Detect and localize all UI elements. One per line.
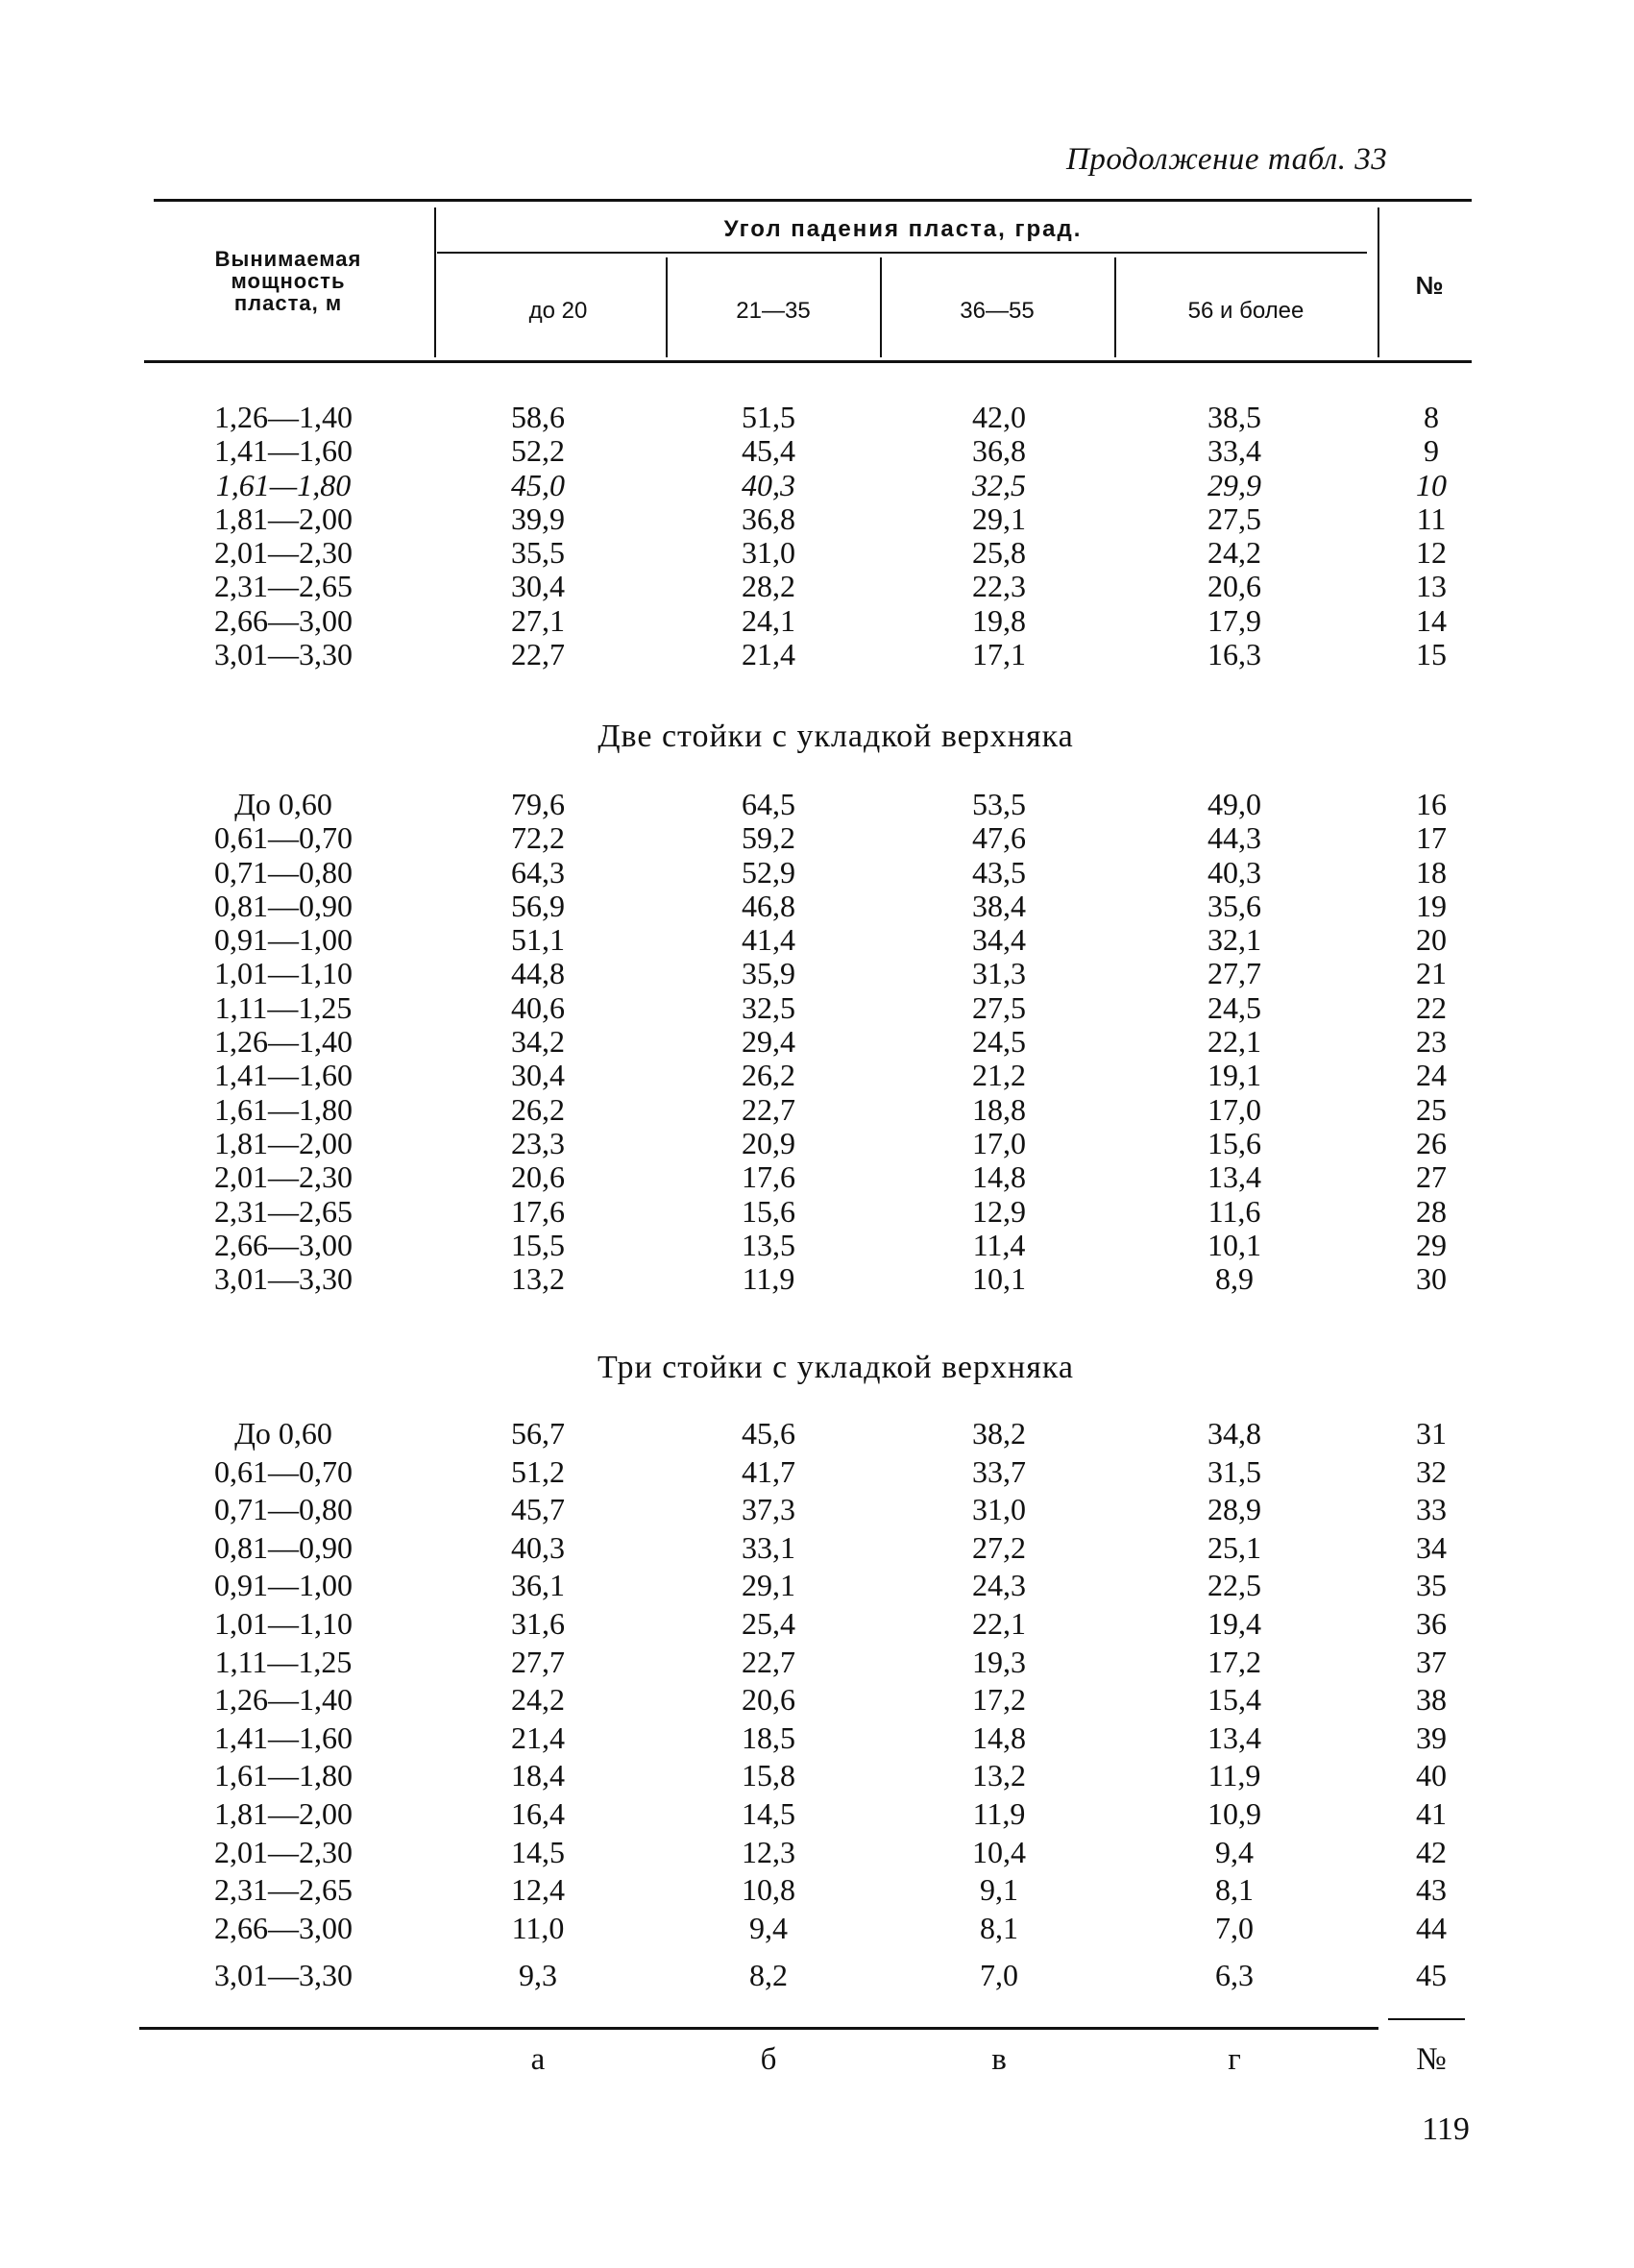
row-thickness: 2,66—3,00 bbox=[214, 1228, 353, 1262]
row-value-v: 19,8 bbox=[972, 603, 1026, 638]
row-value-b: 29,1 bbox=[742, 1568, 795, 1602]
table-row bbox=[0, 1159, 1634, 1194]
row-thickness: 1,41—1,60 bbox=[214, 1720, 353, 1755]
row-value-a: 35,5 bbox=[511, 535, 565, 570]
row-value-b: 35,9 bbox=[742, 956, 795, 990]
row-value-g: 15,6 bbox=[1207, 1126, 1261, 1160]
row-value-v: 33,7 bbox=[972, 1454, 1026, 1489]
row-value-b: 17,6 bbox=[742, 1159, 795, 1194]
row-thickness: 3,01—3,30 bbox=[214, 1958, 353, 1992]
row-number: 27 bbox=[1416, 1159, 1447, 1194]
angle-group-header: Угол падения пласта, град. bbox=[723, 216, 1083, 242]
row-value-b: 41,7 bbox=[742, 1454, 795, 1489]
table-row bbox=[0, 1092, 1634, 1127]
row-value-v: 22,3 bbox=[972, 569, 1026, 603]
row-number: 33 bbox=[1416, 1492, 1447, 1526]
row-number: 12 bbox=[1416, 535, 1447, 570]
row-value-g: 27,7 bbox=[1207, 956, 1261, 990]
row-value-v: 31,3 bbox=[972, 956, 1026, 990]
row-thickness: 1,01—1,10 bbox=[214, 1606, 353, 1641]
row-value-v: 38,2 bbox=[972, 1416, 1026, 1451]
row-value-v: 13,2 bbox=[972, 1758, 1026, 1792]
row-value-g: 17,0 bbox=[1207, 1092, 1261, 1127]
thickness-header-line-3: пласта, м bbox=[233, 291, 343, 315]
row-thickness: 2,01—2,30 bbox=[214, 1159, 353, 1194]
row-value-b: 33,1 bbox=[742, 1530, 795, 1565]
row-value-v: 17,2 bbox=[972, 1682, 1026, 1717]
row-value-b: 31,0 bbox=[742, 535, 795, 570]
row-value-a: 24,2 bbox=[511, 1682, 565, 1717]
table-row bbox=[0, 1454, 1634, 1489]
row-value-a: 40,6 bbox=[511, 990, 565, 1025]
row-value-v: 17,1 bbox=[972, 637, 1026, 671]
row-value-a: 44,8 bbox=[511, 956, 565, 990]
row-thickness: 1,26—1,40 bbox=[214, 400, 353, 434]
row-value-v: 21,2 bbox=[972, 1058, 1026, 1092]
row-value-b: 11,9 bbox=[742, 1261, 795, 1296]
row-value-b: 32,5 bbox=[742, 990, 795, 1025]
row-number: 41 bbox=[1416, 1796, 1447, 1831]
row-number: 17 bbox=[1416, 820, 1447, 855]
row-number: 24 bbox=[1416, 1058, 1447, 1092]
row-value-v: 31,0 bbox=[972, 1492, 1026, 1526]
row-value-v: 24,5 bbox=[972, 1024, 1026, 1059]
row-value-v: 53,5 bbox=[972, 787, 1026, 821]
row-value-v: 47,6 bbox=[972, 820, 1026, 855]
row-value-b: 64,5 bbox=[742, 787, 795, 821]
row-value-b: 29,4 bbox=[742, 1024, 795, 1059]
row-value-g: 35,6 bbox=[1207, 889, 1261, 923]
table-row bbox=[0, 535, 1634, 570]
row-number: 10 bbox=[1416, 468, 1447, 502]
row-value-b: 28,2 bbox=[742, 569, 795, 603]
row-thickness: 2,66—3,00 bbox=[214, 1911, 353, 1945]
row-value-b: 9,4 bbox=[749, 1911, 788, 1945]
row-number: 11 bbox=[1416, 501, 1447, 536]
row-value-b: 25,4 bbox=[742, 1606, 795, 1641]
row-value-a: 52,2 bbox=[511, 433, 565, 468]
thickness-header-line-2: мощность bbox=[231, 269, 346, 293]
row-thickness: 1,41—1,60 bbox=[214, 1058, 353, 1092]
table-row bbox=[0, 501, 1634, 536]
table-row bbox=[0, 1261, 1634, 1296]
row-value-v: 27,2 bbox=[972, 1530, 1026, 1565]
row-thickness: 1,81—2,00 bbox=[214, 501, 353, 536]
thickness-header-line-1: Вынимаемая bbox=[214, 247, 362, 271]
row-value-g: 17,9 bbox=[1207, 603, 1261, 638]
row-value-v: 10,4 bbox=[972, 1835, 1026, 1869]
row-number: 16 bbox=[1416, 787, 1447, 821]
table-row bbox=[0, 1958, 1634, 1992]
table-row bbox=[0, 1796, 1634, 1831]
table-row bbox=[0, 468, 1634, 502]
table-row bbox=[0, 569, 1634, 603]
row-value-a: 40,3 bbox=[511, 1530, 565, 1565]
row-value-g: 19,1 bbox=[1207, 1058, 1261, 1092]
row-value-v: 25,8 bbox=[972, 535, 1026, 570]
row-value-b: 20,9 bbox=[742, 1126, 795, 1160]
number-column-bottom-rule bbox=[1388, 2018, 1465, 2020]
row-thickness: 1,26—1,40 bbox=[214, 1024, 353, 1059]
row-value-a: 39,9 bbox=[511, 501, 565, 536]
row-value-a: 13,2 bbox=[511, 1261, 565, 1296]
row-thickness: 2,01—2,30 bbox=[214, 1835, 353, 1869]
row-number: 21 bbox=[1416, 956, 1447, 990]
row-value-g: 6,3 bbox=[1215, 1958, 1254, 1992]
row-number: 28 bbox=[1416, 1194, 1447, 1229]
row-value-a: 27,7 bbox=[511, 1645, 565, 1679]
table-row bbox=[0, 1530, 1634, 1565]
table-row bbox=[0, 400, 1634, 434]
table-row bbox=[0, 637, 1634, 671]
table-row bbox=[0, 855, 1634, 890]
table-row bbox=[0, 603, 1634, 638]
row-number: 32 bbox=[1416, 1454, 1447, 1489]
row-value-v: 43,5 bbox=[972, 855, 1026, 890]
row-number: 40 bbox=[1416, 1758, 1447, 1792]
footer-label-g: г bbox=[1228, 2042, 1241, 2077]
number-header: № bbox=[1415, 271, 1444, 300]
row-value-v: 22,1 bbox=[972, 1606, 1026, 1641]
row-value-b: 15,6 bbox=[742, 1194, 795, 1229]
row-value-b: 45,4 bbox=[742, 433, 795, 468]
row-thickness: До 0,60 bbox=[234, 787, 332, 821]
footer-label-a: а bbox=[530, 2042, 546, 2077]
row-value-a: 51,1 bbox=[511, 922, 565, 957]
row-value-a: 22,7 bbox=[511, 637, 565, 671]
row-thickness: 2,31—2,65 bbox=[214, 1194, 353, 1229]
table-row bbox=[0, 820, 1634, 855]
row-value-g: 16,3 bbox=[1207, 637, 1261, 671]
row-value-b: 15,8 bbox=[742, 1758, 795, 1792]
row-value-g: 38,5 bbox=[1207, 400, 1261, 434]
footer-label-b: б bbox=[760, 2042, 777, 2077]
row-value-a: 45,0 bbox=[511, 468, 565, 502]
row-value-v: 14,8 bbox=[972, 1720, 1026, 1755]
row-number: 29 bbox=[1416, 1228, 1447, 1262]
row-value-b: 46,8 bbox=[742, 889, 795, 923]
row-value-a: 36,1 bbox=[511, 1568, 565, 1602]
table-row bbox=[0, 1126, 1634, 1160]
row-value-g: 49,0 bbox=[1207, 787, 1261, 821]
row-value-b: 26,2 bbox=[742, 1058, 795, 1092]
row-value-g: 40,3 bbox=[1207, 855, 1261, 890]
row-thickness: 0,81—0,90 bbox=[214, 889, 353, 923]
table-row bbox=[0, 787, 1634, 821]
row-value-a: 27,1 bbox=[511, 603, 565, 638]
section-title: Две стойки с укладкой верхняка bbox=[598, 719, 1074, 754]
row-value-v: 11,9 bbox=[972, 1796, 1026, 1831]
row-value-v: 12,9 bbox=[972, 1194, 1026, 1229]
row-thickness: 3,01—3,30 bbox=[214, 1261, 353, 1296]
table-row bbox=[0, 1645, 1634, 1679]
row-number: 39 bbox=[1416, 1720, 1447, 1755]
row-value-v: 9,1 bbox=[980, 1872, 1018, 1907]
row-value-g: 8,1 bbox=[1215, 1872, 1254, 1907]
row-value-v: 14,8 bbox=[972, 1159, 1026, 1194]
row-thickness: До 0,60 bbox=[234, 1416, 332, 1451]
row-value-v: 38,4 bbox=[972, 889, 1026, 923]
row-value-a: 26,2 bbox=[511, 1092, 565, 1127]
row-value-v: 34,4 bbox=[972, 922, 1026, 957]
row-value-v: 29,1 bbox=[972, 501, 1026, 536]
table-row bbox=[0, 922, 1634, 957]
row-value-a: 20,6 bbox=[511, 1159, 565, 1194]
row-value-g: 27,5 bbox=[1207, 501, 1261, 536]
row-thickness: 0,61—0,70 bbox=[214, 820, 353, 855]
footer-label-number: № bbox=[1416, 2042, 1447, 2077]
table-row bbox=[0, 1720, 1634, 1755]
row-number: 25 bbox=[1416, 1092, 1447, 1127]
row-value-v: 42,0 bbox=[972, 400, 1026, 434]
row-thickness: 1,26—1,40 bbox=[214, 1682, 353, 1717]
table-row bbox=[0, 1194, 1634, 1229]
row-thickness: 1,81—2,00 bbox=[214, 1126, 353, 1160]
row-value-v: 11,4 bbox=[972, 1228, 1026, 1262]
row-thickness: 1,61—1,80 bbox=[215, 468, 352, 502]
row-number: 31 bbox=[1416, 1416, 1447, 1451]
row-number: 34 bbox=[1416, 1530, 1447, 1565]
row-thickness: 0,61—0,70 bbox=[214, 1454, 353, 1489]
table-bottom-rule bbox=[139, 2027, 1378, 2030]
row-value-b: 37,3 bbox=[742, 1492, 795, 1526]
row-value-g: 8,9 bbox=[1215, 1261, 1254, 1296]
row-number: 14 bbox=[1416, 603, 1447, 638]
row-value-g: 34,8 bbox=[1207, 1416, 1261, 1451]
row-thickness: 1,61—1,80 bbox=[214, 1758, 353, 1792]
row-value-g: 22,5 bbox=[1207, 1568, 1261, 1602]
section-title: Три стойки с укладкой верхняка bbox=[598, 1350, 1074, 1385]
table-row bbox=[0, 1492, 1634, 1526]
row-value-a: 31,6 bbox=[511, 1606, 565, 1641]
row-value-a: 30,4 bbox=[511, 569, 565, 603]
row-value-a: 30,4 bbox=[511, 1058, 565, 1092]
row-value-b: 22,7 bbox=[742, 1645, 795, 1679]
row-thickness: 0,91—1,00 bbox=[214, 922, 353, 957]
row-thickness: 2,66—3,00 bbox=[214, 603, 353, 638]
row-thickness: 1,01—1,10 bbox=[214, 956, 353, 990]
row-number: 35 bbox=[1416, 1568, 1447, 1602]
table-row bbox=[0, 1758, 1634, 1792]
row-value-g: 44,3 bbox=[1207, 820, 1261, 855]
row-thickness: 0,91—1,00 bbox=[214, 1568, 353, 1602]
row-value-b: 52,9 bbox=[742, 855, 795, 890]
row-value-v: 18,8 bbox=[972, 1092, 1026, 1127]
table-row bbox=[0, 1228, 1634, 1262]
footer-label-v: в bbox=[991, 2042, 1007, 2077]
row-number: 43 bbox=[1416, 1872, 1447, 1907]
row-value-b: 21,4 bbox=[742, 637, 795, 671]
row-number: 15 bbox=[1416, 637, 1447, 671]
row-thickness: 0,71—0,80 bbox=[214, 855, 353, 890]
row-value-v: 27,5 bbox=[972, 990, 1026, 1025]
row-thickness: 1,11—1,25 bbox=[214, 1645, 353, 1679]
table-row bbox=[0, 990, 1634, 1025]
row-number: 18 bbox=[1416, 855, 1447, 890]
row-value-b: 41,4 bbox=[742, 922, 795, 957]
row-number: 13 bbox=[1416, 569, 1447, 603]
row-thickness: 1,61—1,80 bbox=[214, 1092, 353, 1127]
row-value-v: 19,3 bbox=[972, 1645, 1026, 1679]
row-value-a: 23,3 bbox=[511, 1126, 565, 1160]
row-value-a: 45,7 bbox=[511, 1492, 565, 1526]
row-value-b: 36,8 bbox=[742, 501, 795, 536]
row-value-g: 22,1 bbox=[1207, 1024, 1261, 1059]
row-thickness: 2,31—2,65 bbox=[214, 1872, 353, 1907]
row-thickness: 2,31—2,65 bbox=[214, 569, 353, 603]
row-value-g: 11,9 bbox=[1207, 1758, 1261, 1792]
table-row bbox=[0, 1872, 1634, 1907]
row-value-a: 79,6 bbox=[511, 787, 565, 821]
row-value-g: 13,4 bbox=[1207, 1159, 1261, 1194]
row-value-a: 14,5 bbox=[511, 1835, 565, 1869]
row-number: 30 bbox=[1416, 1261, 1447, 1296]
row-value-v: 32,5 bbox=[972, 468, 1026, 502]
row-value-a: 34,2 bbox=[511, 1024, 565, 1059]
row-value-g: 24,2 bbox=[1207, 535, 1261, 570]
column-header-v: 36—55 bbox=[960, 298, 1035, 324]
row-value-g: 19,4 bbox=[1207, 1606, 1261, 1641]
row-thickness: 1,41—1,60 bbox=[214, 433, 353, 468]
row-value-b: 14,5 bbox=[742, 1796, 795, 1831]
table-row bbox=[0, 889, 1634, 923]
row-value-a: 11,0 bbox=[511, 1911, 565, 1945]
row-value-v: 24,3 bbox=[972, 1568, 1026, 1602]
row-value-b: 12,3 bbox=[742, 1835, 795, 1869]
row-value-b: 51,5 bbox=[742, 400, 795, 434]
column-header-g: 56 и более bbox=[1187, 298, 1305, 324]
row-value-g: 9,4 bbox=[1215, 1835, 1254, 1869]
row-value-v: 7,0 bbox=[980, 1958, 1018, 1992]
row-value-g: 10,1 bbox=[1207, 1228, 1261, 1262]
row-number: 42 bbox=[1416, 1835, 1447, 1869]
row-value-a: 58,6 bbox=[511, 400, 565, 434]
row-number: 37 bbox=[1416, 1645, 1447, 1679]
table-row bbox=[0, 1024, 1634, 1059]
row-value-b: 40,3 bbox=[742, 468, 795, 502]
table-row bbox=[0, 1416, 1634, 1451]
row-value-b: 20,6 bbox=[742, 1682, 795, 1717]
row-value-g: 29,9 bbox=[1207, 468, 1261, 502]
row-value-g: 20,6 bbox=[1207, 569, 1261, 603]
table-row bbox=[0, 1682, 1634, 1717]
row-value-a: 17,6 bbox=[511, 1194, 565, 1229]
column-header-b: 21—35 bbox=[736, 298, 811, 324]
table-row bbox=[0, 1911, 1634, 1945]
row-number: 36 bbox=[1416, 1606, 1447, 1641]
table-row bbox=[0, 1835, 1634, 1869]
row-value-b: 59,2 bbox=[742, 820, 795, 855]
row-value-g: 7,0 bbox=[1215, 1911, 1254, 1945]
row-value-v: 8,1 bbox=[980, 1911, 1018, 1945]
row-value-b: 18,5 bbox=[742, 1720, 795, 1755]
row-value-a: 15,5 bbox=[511, 1228, 565, 1262]
continuation-label: Продолжение табл. 33 bbox=[1066, 142, 1388, 177]
row-number: 23 bbox=[1416, 1024, 1447, 1059]
column-header-a: до 20 bbox=[528, 298, 588, 324]
table-row bbox=[0, 956, 1634, 990]
row-number: 38 bbox=[1416, 1682, 1447, 1717]
row-value-b: 8,2 bbox=[749, 1958, 788, 1992]
row-value-b: 13,5 bbox=[742, 1228, 795, 1262]
row-thickness: 3,01—3,30 bbox=[214, 637, 353, 671]
row-number: 22 bbox=[1416, 990, 1447, 1025]
row-thickness: 2,01—2,30 bbox=[214, 535, 353, 570]
row-value-a: 18,4 bbox=[511, 1758, 565, 1792]
row-value-v: 17,0 bbox=[972, 1126, 1026, 1160]
row-value-g: 32,1 bbox=[1207, 922, 1261, 957]
page-number: 119 bbox=[1422, 2111, 1470, 2147]
row-value-a: 51,2 bbox=[511, 1454, 565, 1489]
row-value-g: 11,6 bbox=[1207, 1194, 1261, 1229]
row-value-b: 45,6 bbox=[742, 1416, 795, 1451]
row-number: 45 bbox=[1416, 1958, 1447, 1992]
table-row bbox=[0, 1606, 1634, 1641]
row-thickness: 0,81—0,90 bbox=[214, 1530, 353, 1565]
row-value-a: 16,4 bbox=[511, 1796, 565, 1831]
row-number: 8 bbox=[1424, 400, 1439, 434]
row-number: 20 bbox=[1416, 922, 1447, 957]
row-number: 9 bbox=[1424, 433, 1439, 468]
row-value-b: 22,7 bbox=[742, 1092, 795, 1127]
row-value-a: 21,4 bbox=[511, 1720, 565, 1755]
row-value-g: 28,9 bbox=[1207, 1492, 1261, 1526]
row-value-g: 25,1 bbox=[1207, 1530, 1261, 1565]
row-value-b: 10,8 bbox=[742, 1872, 795, 1907]
row-value-g: 24,5 bbox=[1207, 990, 1261, 1025]
row-thickness: 0,71—0,80 bbox=[214, 1492, 353, 1526]
row-value-g: 31,5 bbox=[1207, 1454, 1261, 1489]
row-value-b: 24,1 bbox=[742, 603, 795, 638]
row-value-a: 56,9 bbox=[511, 889, 565, 923]
row-thickness: 1,81—2,00 bbox=[214, 1796, 353, 1831]
row-value-g: 33,4 bbox=[1207, 433, 1261, 468]
row-value-g: 17,2 bbox=[1207, 1645, 1261, 1679]
row-value-v: 36,8 bbox=[972, 433, 1026, 468]
row-value-v: 10,1 bbox=[972, 1261, 1026, 1296]
row-value-g: 15,4 bbox=[1207, 1682, 1261, 1717]
table-row bbox=[0, 433, 1634, 468]
row-number: 44 bbox=[1416, 1911, 1447, 1945]
row-value-a: 12,4 bbox=[511, 1872, 565, 1907]
row-value-g: 13,4 bbox=[1207, 1720, 1261, 1755]
row-number: 19 bbox=[1416, 889, 1447, 923]
row-thickness: 1,11—1,25 bbox=[214, 990, 353, 1025]
row-number: 26 bbox=[1416, 1126, 1447, 1160]
row-value-a: 56,7 bbox=[511, 1416, 565, 1451]
row-value-a: 72,2 bbox=[511, 820, 565, 855]
row-value-a: 64,3 bbox=[511, 855, 565, 890]
row-value-a: 9,3 bbox=[519, 1958, 557, 1992]
table-row bbox=[0, 1058, 1634, 1092]
table-row bbox=[0, 1568, 1634, 1602]
row-value-g: 10,9 bbox=[1207, 1796, 1261, 1831]
